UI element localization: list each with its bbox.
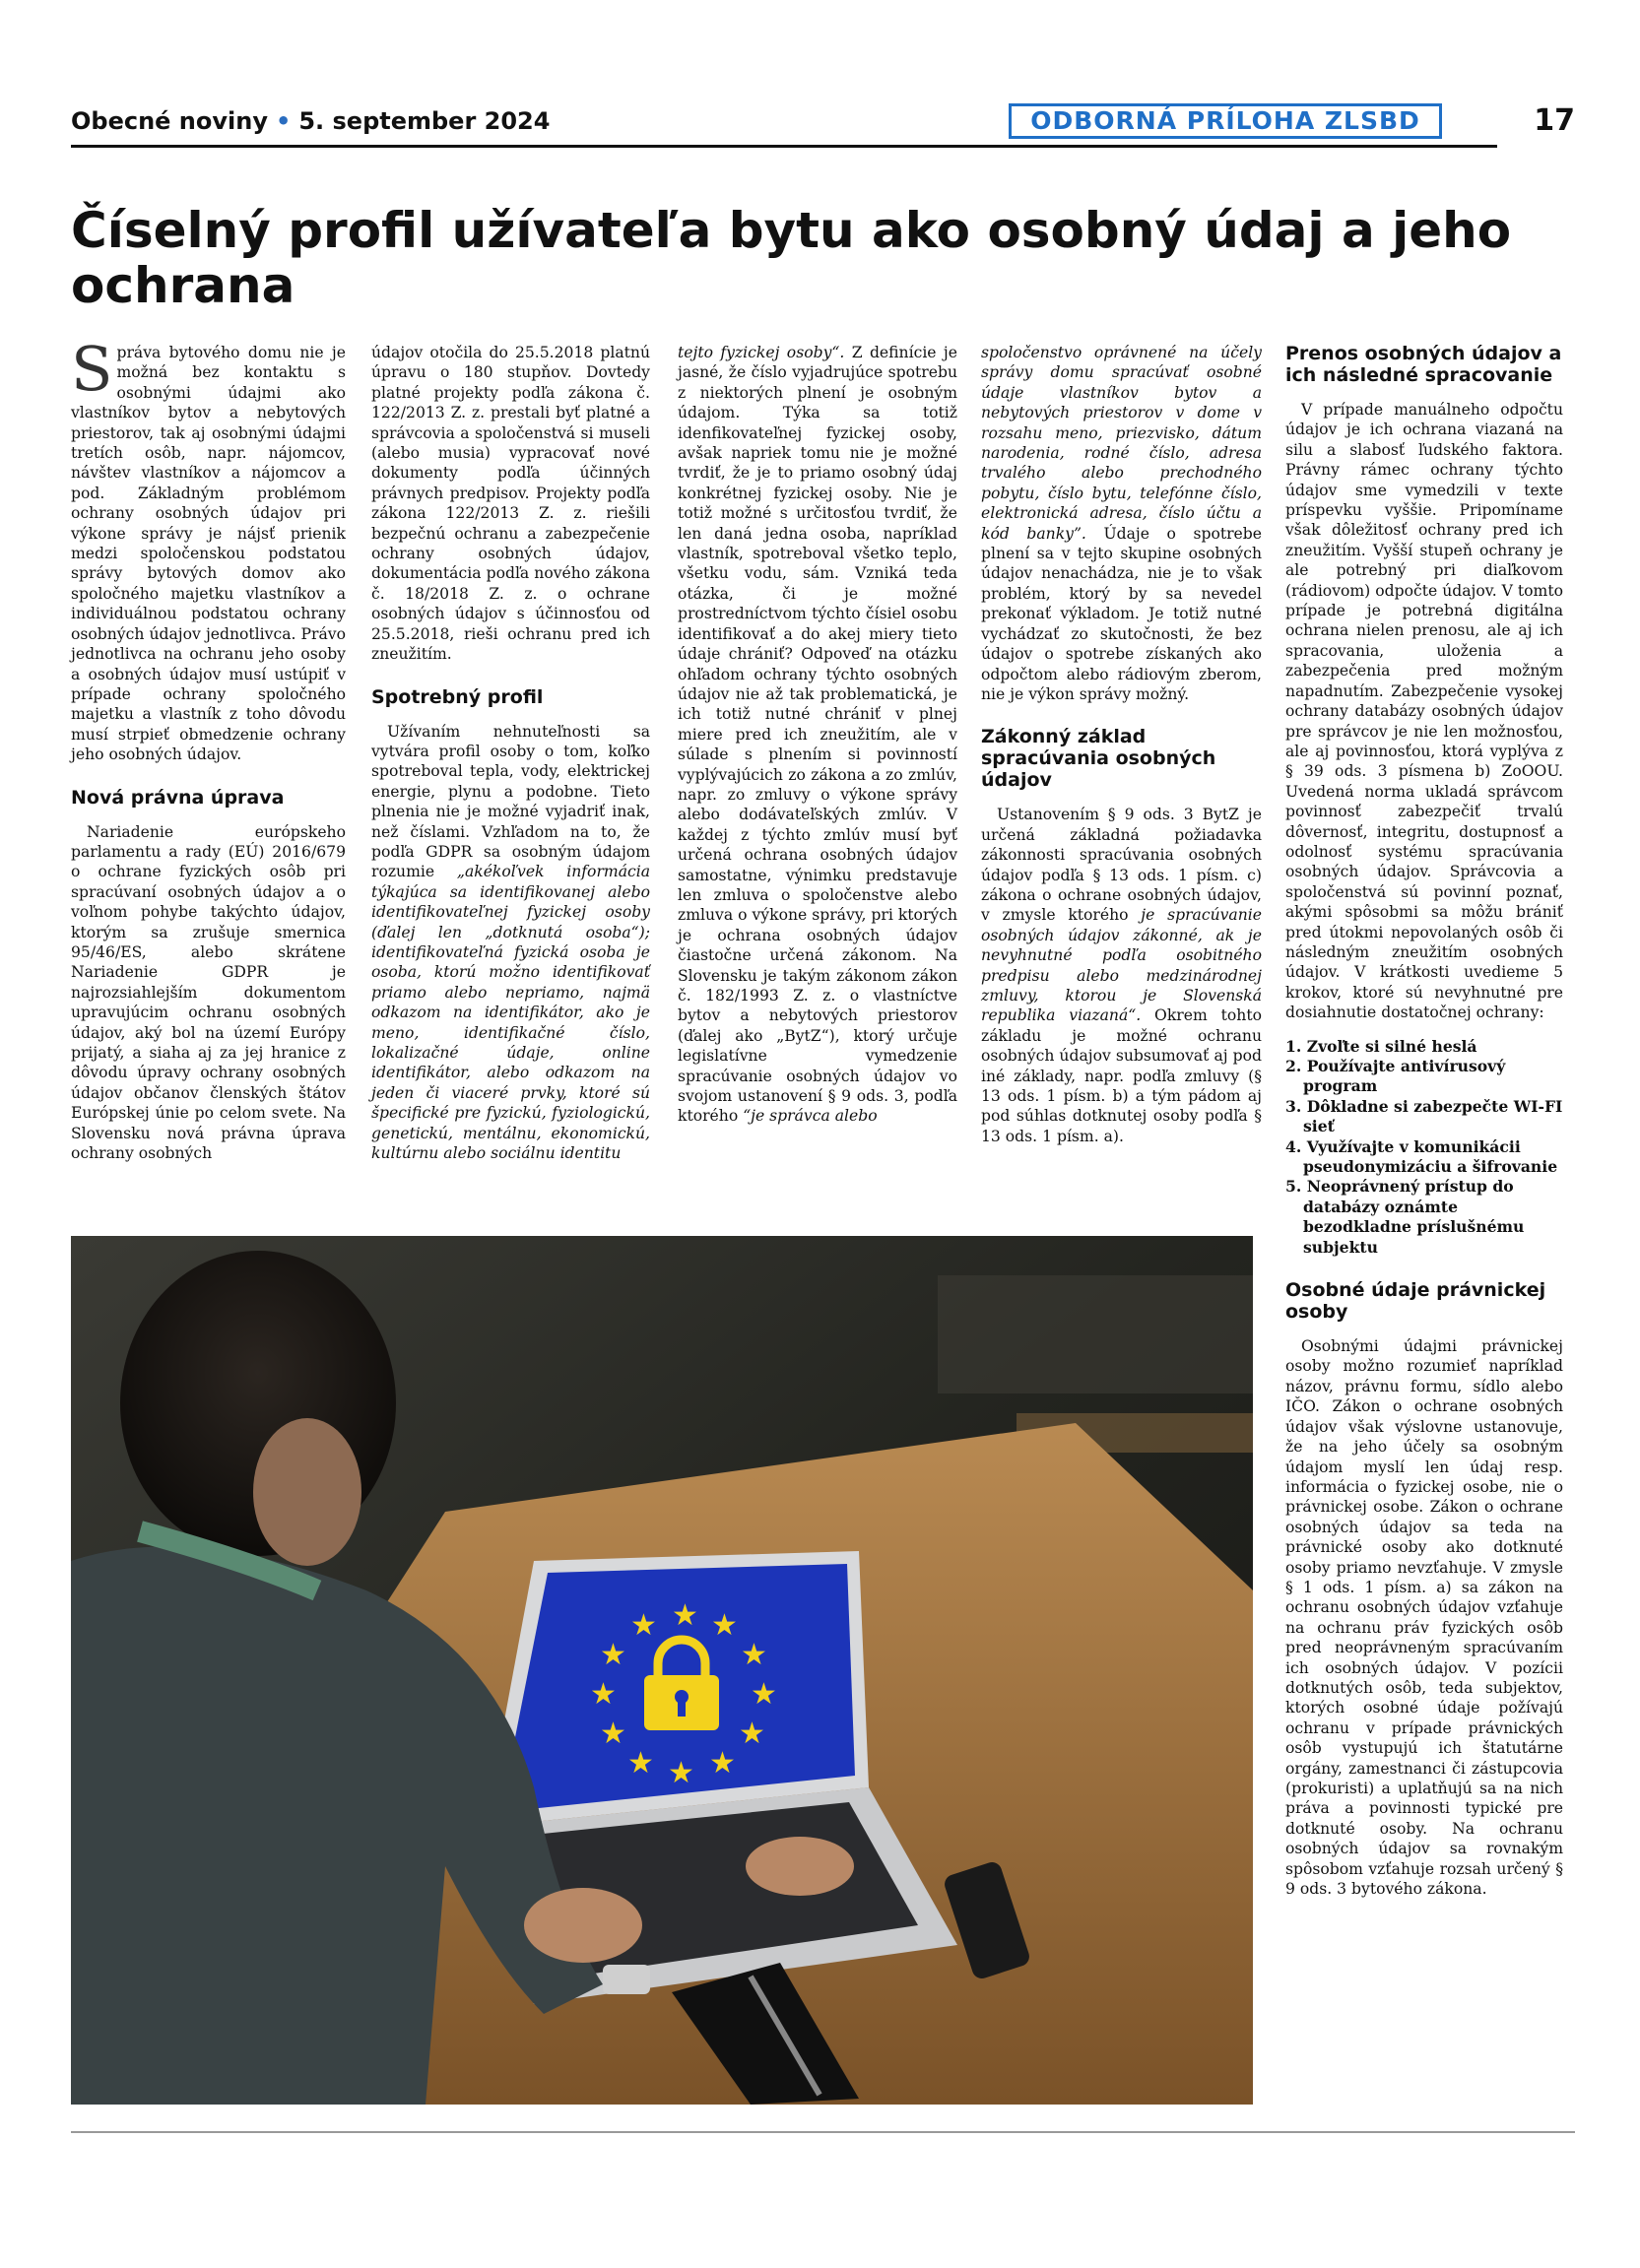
quote-start: “je správca alebo [743,1107,878,1126]
security-steps-list [1285,1037,1563,1258]
bytz-quote: spoločenstvo oprávnené na účely správy domu spracúvať osobné údaje vlastníkov bytov a nebytových priestorov v dome v rozsahu meno, priezvisko, dátum narodenia, rodné číslo, adresa trvalého alebo prechodného pobytu, číslo bytu, telefónne číslo, elektronická adresa, číslo účtu a kód banky”. [981,344,1262,543]
issue-date: 5. september 2024 [298,107,551,135]
section-label: ODBORNÁ PRÍLOHA ZLSBD [1009,103,1442,139]
svg-text:★: ★ [627,1746,654,1781]
publication-line [71,107,550,135]
paragraph [371,722,650,1164]
paragraph: V prípade manuálneho odpočtu údajov je ich ochrana viazaná na silu a slabosť ľudského faktora. Právny rámec ochrany týchto údajov sme vymedzili v texte príspevku vyššie. Pripomíname však dôležitosť ochrany pred ich zneužitím. Vyšší stupeň ochrany je ale potrebný pri diaľkovom (rádiovom) odpočte údajov. V tomto prípade je potrebná digitálna ochrana nielen prenosu, ale aj ich spracovania, uloženia a zabezpečenia pred možným napadnutím. Zabezpečenie vysokej ochrany databázy osobných údajov pre správcov je nie len možnosťou, ale aj povinnosťou, ktorá vyplýva z § 39 ods. 3 písmena b) ZoOOU. Uvedená norma ukladá správcom povinnosť zabezpečiť trvalú dôvernosť, integritu, dostupnosť a odolnosť systému spracúvania osobných údajov. Správcovia a spoločenstvá sú povinní poznať, akými spôsobmi sa môžu brániť pred útokmi nepovolaných osôb či následným zneužitím osobných údajov. V krátkosti uvedieme 5 krokov, ktoré sú nevyhnutné pre dosiahnutie dostatočnej ochrany: [1285,401,1563,1022]
article-column-2 [371,343,650,1163]
svg-text:★: ★ [590,1677,617,1712]
paragraph: údajov otočila do 25.5.2018 platnú úpravu o 180 stupňov. Dovtedy platné projekty podľa zákona č. 122/2013 Z. z. prestali byť platné a správcovia a spoločenstvá si museli (alebo musia) vypracovať nové dokumenty podľa účinných právnych predpisov. Projekty podľa zákona 122/2013 Z. z. riešili bezpečnú ochranu a zabezpečenie ochrany osobných údajov, dokumentácia podľa nového zákona č. 18/2018 Z. z. o ochrane osobných údajov s účinnosťou od 25.5.2018, rieši ochranu pred ich zneužitím. [371,344,650,664]
svg-text:★: ★ [600,1717,626,1751]
article-photo [71,1236,1253,2105]
paragraph-text: Užívaním nehnuteľnosti sa vytvára profil osoby o tom, koľko spotreboval tepla, vody, elektrickej energie, plynu a podobne. Tieto plnenia nie je možné vyjadriť inak, než číslami. Vzhľadom na to, že podľa GDPR sa osobným údajom rozumie [371,722,650,881]
paragraph [981,343,1262,704]
svg-text:★: ★ [751,1677,777,1712]
list-item: 3. Dôkladne si zabezpečte WI-FI sieť [1285,1096,1563,1136]
page-header [71,103,1575,147]
subheading-nova-pravna-uprava: Nová právna úprava [71,786,285,809]
svg-text:★: ★ [630,1608,657,1643]
svg-text:★: ★ [600,1638,626,1672]
list-item: 4. Využívajte v komunikácii pseudonymizáciu a šifrovanie [1285,1136,1558,1177]
drop-cap: S [71,333,113,405]
list-item: 2. Používajte antivírusový program [1285,1057,1506,1096]
article-column-4 [981,343,1262,1146]
intro-text: práva bytového domu nie je možná bez kontaktu s osobnými údajmi ako vlastníkov bytov a nebytových priestorov, tak aj osobnými údajmi tretích osôb, napr. nájomcov, návštev vlastníkov a nájomcov a pod. Základným problémom ochrany osobných údajov pri výkone správy je nájsť prienik medzi spoločenskou podstatou správy bytových domov ako spoločného majetku vlastníkov a individuálnou podstatou ochrany osobných údajov jednotlivca. Právo jednotlivca na ochranu jeho osoby a osobných údajov musí ustúpiť v prípade ochrany spoločného majetku a vlastník z toho dôvodu musí strpieť obmedzenie ochrany jeho osobných údajov. [71,344,346,764]
list-item: 1. Zvoľte si silné heslá [1285,1036,1477,1056]
page-number: 17 [1534,103,1575,138]
svg-text:★: ★ [709,1746,736,1781]
footer-rule [71,2131,1575,2133]
article-column-5 [1285,343,1563,1899]
publication-name: Obecné noviny [71,107,268,135]
intro-paragraph [71,333,346,765]
paragraph-text: Údaje o spotrebe plnení sa v tejto skupine osobných údajov nenachádza, nie je to však problém, ktorý by sa nevedel prekonať výkladom. Je totiž nutné vychádzať zo skutočnosti, že bez údajov o spotrebe získaných ako odpočtom alebo rádiovým zberom, nie je výkon správy možný. [981,524,1262,703]
subheading-pravnicka-osoba: Osobné údaje právnickej osoby [1285,1279,1546,1324]
svg-text:★: ★ [711,1608,738,1643]
paragraph: Osobnými údajmi právnickej osoby možno rozumieť napríklad názov, právnu formu, sídlo alebo IČO. Zákon o ochrane osobných údajov však výslovne ustanovuje, že na jeho účely sa osobným údajom myslí len údaj resp. informácia o fyzickej osobe, nie o právnickej osobe. Zákon o ochrane osobných údajov sa teda na právnické osoby ako dotknuté osoby priamo nevzťahuje. V zmysle § 1 ods. 1 písm. a) sa zákon na ochranu osobných údajov vzťahuje na ochranu práv fyzických osôb pred neoprávneným spracúvaním ich osobných údajov. V pozícii dotknutých osôb, teda subjektov, ktorých osobné údaje požívajú ochranu v prípade právnických osôb vystupujú ich štatutárne orgány, zamestnanci či zástupcovia (prokuristi) a uplatňujú sa na nich práva a povinnosti typické pre dotknuté osoby. Na ochranu osobných údajov sa rovnakým spôsobom vzťahuje rozsah určený § 9 ods. 3 bytového zákona. [1285,1337,1563,1899]
article-column-3 [678,343,957,1127]
svg-text:★: ★ [668,1756,694,1790]
paragraph [981,805,1262,1146]
law-quote: je spracúvanie osobných údajov zákonné, ak je nevyhnutné podľa osobitného predpisu alebo medzinárodnej zmluvy, ktorou je Slovenská republika viazaná“. [981,906,1262,1025]
svg-text:★: ★ [672,1598,698,1633]
paragraph [678,343,957,1127]
laptop-gdpr-photo [71,1236,1253,2105]
paragraph: Nariadenie európskeho parlamentu a rady (EÚ) 2016/679 o ochrane fyzických osôb pri spracúvaní osobných údajov a o voľnom pohybe takýchto údajov, ktorým sa zrušuje smernica 95/46/ES, alebo skrátene Nariadenie GDPR je najrozsiahlejším dokumentom upravujúcim ochranu osobných údajov, aký bol na území Európy prijatý, a siaha aj za jej hranice z dôvodu úpravy ochrany osobných údajov občanov členských štátov Európskej únie po celom svete. Na Slovensku nová právna úprava ochrany osobných [71,822,346,1163]
header-rule [71,145,1497,148]
svg-text:★: ★ [741,1638,767,1672]
gdpr-quote: „akékoľvek informácia týkajúca sa identifikovanej alebo identifikovateľnej fyzickej osoby (ďalej len „dotknutá osoba“); identifikovateľná fyzická osoba je osoba, ktorú možno identifikovať priamo alebo nepriamo, najmä odkazom na identifikátor, ako je meno, identifikačné číslo, lokalizačné údaje, online identifikátor, alebo odkazom na jeden či viaceré prvky, ktoré sú špecifické pre fyzickú, fyziologickú, genetickú, mentálnu, ekonomickú, kultúrnu alebo sociálnu identitu [371,863,651,1163]
list-item: 5. Neoprávnený prístup do databázy oznámte bezodkladne príslušnému subjektu [1285,1177,1525,1257]
paragraph-text: Okrem tohto základu je možné ochranu osobných údajov subsumovať aj pod iné základy, napr. podľa zmluvy (§ 13 ods. 1 písm. b) a tým pádom aj pod súhlas dotknutej osoby podľa § 13 ods. 1 písm. a). [981,1006,1262,1145]
subheading-prenos: Prenos osobných údajov a ich následné spracovanie [1285,343,1562,386]
bullet-dot-icon: • [275,107,292,135]
subheading-spotrebny-profil: Spotrebný profil [371,685,544,708]
quote-end: tejto fyzickej osoby“. [678,344,845,361]
paragraph-text: Z definície je jasné, že číslo vyjadrujúce spotrebu z niektorých plnení je osobným údajom. Týka sa totiž idenfikovateľnej fyzickej osoby, avšak napriek tomu nie je možné tvrdiť, že je to priamo osobný údaj konkrétnej fyzickej osoby. Nie je totiž možné s určitosťou tvrdiť, že len daná jedna osoba, napríklad vlastník, spotreboval všetko teplo, všetku vodu, sám. Vzniká teda otázka, či je možné prostredníctvom týchto čísiel osobu identifikovať a do akej miery tieto údaje chrániť? Odpoveď na otázku ohľadom ochrany týchto osobných údajov nie až tak problematická, je ich totiž nutné chrániť v plnej miere pred ich zneužitím, ale v súlade s plnením si povinností vyplývajúcich zo zákona a zo zmlúv, napr. zo zmluvy o výkone správy alebo dodávateľských zmlúv. V každej z týchto zmlúv musí byť určená ochrana osobných údajov samostatne, výnimku predstavuje len zmluva o spoločenstve alebo zmluva o výkone správy, pri ktorých je ochrana osobných údajov čiastočne určená zákonom. Na Slovensku je takým zákonom zákon č. 182/1993 Z. z. o vlastníctve bytov a nebytových priestorov (ďalej ako „BytZ“), ktorý určuje legislatívne vymedzenie spracúvanie osobných údajov vo svojom ustanovení § 9 ods. 3, podľa ktorého [678,344,957,1126]
paragraph-text: Ustanovením § 9 ods. 3 BytZ je určená základná požiadavka zákonnosti spracúvania osobných údajov podľa § 13 ods. 1 písm. c) zákona o ochrane osobných údajov, v zmysle ktorého [981,806,1262,925]
article-headline: Číselný profil užívateľa bytu ako osobný údaj a jeho ochrana [71,202,1512,314]
svg-text:★: ★ [739,1717,765,1751]
article-column-1 [71,333,346,1163]
subheading-zakonny-zaklad: Zákonný základ spracúvania osobných údajov [981,726,1216,792]
